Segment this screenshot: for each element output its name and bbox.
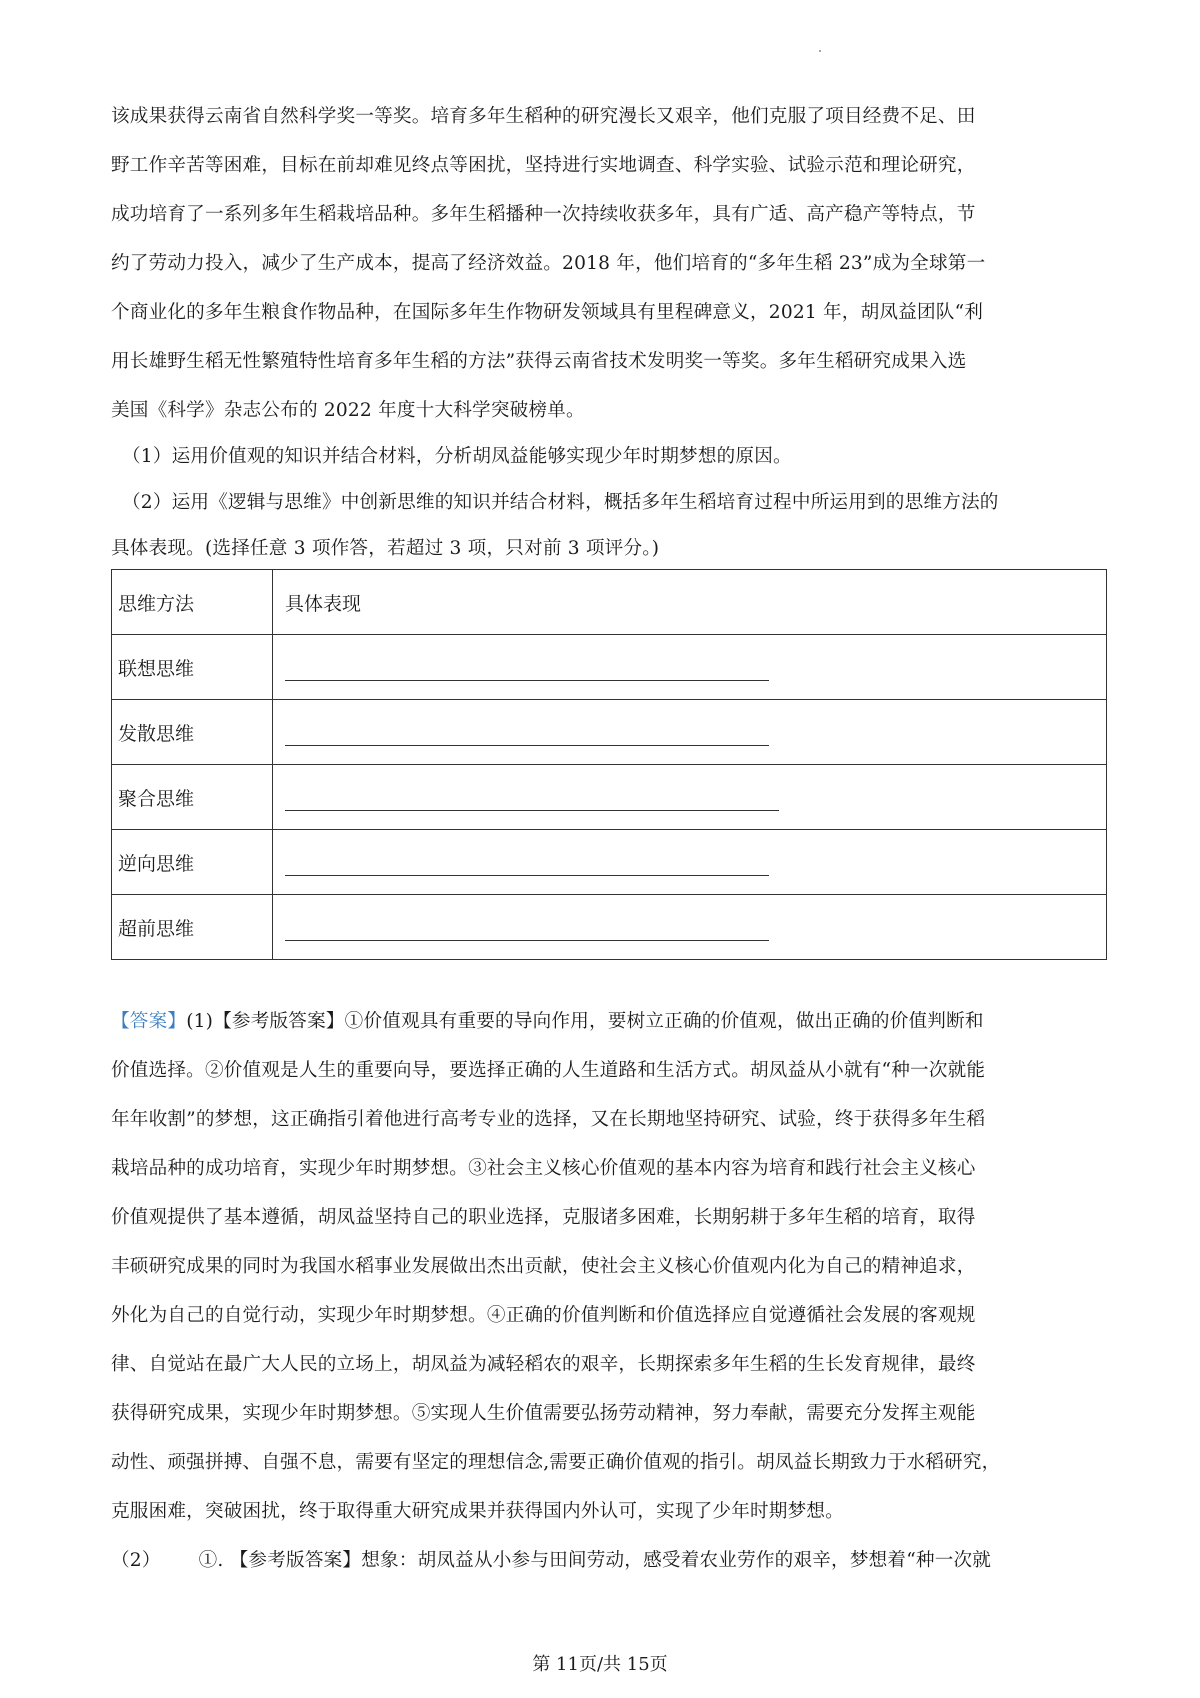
material-line: 用长雄野生稻无性繁殖特性培育多年生稻的方法”获得云南省技术发明奖一等奖。多年生稻研究成果入选: [111, 351, 967, 372]
method-cell: 聚合思维: [112, 765, 273, 830]
answer-line: 获得研究成果，实现少年时期梦想。⑤实现人生价值需要弘扬劳动精神，努力奉献，需要充分发挥主观能: [111, 1403, 976, 1424]
answer-line-1-text: (1)【参考版答案】①价值观具有重要的导向作用，要树立正确的价值观，做出正确的价值判断和: [186, 1011, 984, 1032]
answer-blank-line: [285, 790, 779, 811]
answer-blank-line: [285, 660, 769, 681]
question-1: （1）运用价值观的知识并结合材料，分析胡凤益能够实现少年时期梦想的原因。: [122, 446, 792, 467]
material-line: 成功培育了一系列多年生稻栽培品种。多年生稻播种一次持续收获多年，具有广适、高产稳产等特点，节: [111, 204, 976, 225]
material-line: 个商业化的多年生粮食作物品种，在国际多年生作物研发领域具有里程碑意义，2021 年，胡凤益团队“利: [111, 302, 984, 323]
method-cell: 发散思维: [112, 700, 273, 765]
answer-blank-cell[interactable]: [273, 635, 1107, 700]
thinking-methods-table: [111, 569, 1107, 960]
answer-line: 动性、顽强拼搏、自强不息，需要有坚定的理想信念,需要正确价值观的指引。胡凤益长期致力于水稻研究，: [111, 1452, 1001, 1473]
answer-line: 克服困难，突破困扰，终于取得重大研究成果并获得国内外认可，实现了少年时期梦想。: [111, 1501, 844, 1522]
answer-line: 价值观提供了基本遵循，胡凤益坚持自己的职业选择，克服诸多困难，长期躬耕于多年生稻的培育，取得: [111, 1207, 976, 1228]
material-line: 该成果获得云南省自然科学奖一等奖。培育多年生稻种的研究漫长又艰辛，他们克服了项目经费不足、田: [111, 106, 976, 127]
question-2-line1: （2）运用《逻辑与思维》中创新思维的知识并结合材料，概括多年生稻培育过程中所运用到的思维方法的: [122, 492, 999, 513]
answer-tag: 【答案】: [111, 1011, 187, 1032]
table-row: [112, 765, 1107, 830]
answer-line: 外化为自己的自觉行动，实现少年时期梦想。④正确的价值判断和价值选择应自觉遵循社会发展的客观规: [111, 1305, 976, 1326]
method-cell: 逆向思维: [112, 830, 273, 895]
answer-blank-line: [285, 920, 769, 941]
table-row: [112, 635, 1107, 700]
answer-line-1: [111, 1010, 1101, 1034]
answer-blank-cell[interactable]: [273, 700, 1107, 765]
table-header-row: [112, 570, 1107, 635]
answer-part-2: [111, 1549, 1101, 1573]
method-cell: 联想思维: [112, 635, 273, 700]
table-header-detail: 具体表现: [273, 570, 1107, 635]
material-line: 野工作辛苦等困难，目标在前却难见终点等困扰，坚持进行实地调查、科学实验、试验示范和理论研究，: [111, 155, 976, 176]
table-row: [112, 700, 1107, 765]
answer-part-2-prefix: （2）: [111, 1550, 161, 1571]
answer-blank-cell[interactable]: [273, 830, 1107, 895]
answer-line: 价值选择。②价值观是人生的重要向导，要选择正确的人生道路和生活方式。胡凤益从小就有“种一次就能: [111, 1060, 986, 1081]
answer-blank-cell[interactable]: [273, 895, 1107, 960]
table-row: [112, 895, 1107, 960]
answer-line: 栽培品种的成功培育，实现少年时期梦想。③社会主义核心价值观的基本内容为培育和践行社会主义核心: [111, 1158, 976, 1179]
scan-dot: [819, 50, 821, 52]
material-line: 美国《科学》杂志公布的 2022 年度十大科学突破榜单。: [111, 400, 585, 421]
material-line: 约了劳动力投入，减少了生产成本，提高了经济效益。2018 年，他们培育的“多年生稻 23”成为全球第一: [111, 253, 986, 274]
answer-line: 丰硕研究成果的同时为我国水稻事业发展做出杰出贡献，使社会主义核心价值观内化为自己的精神追求，: [111, 1256, 976, 1277]
answer-blank-line: [285, 725, 769, 746]
question-2-line2: 具体表现。(选择任意 3 项作答，若超过 3 项，只对前 3 项评分。): [111, 538, 660, 559]
answer-line: 律、自觉站在最广大人民的立场上，胡凤益为减轻稻农的艰辛，长期探索多年生稻的生长发育规律，最终: [111, 1354, 976, 1375]
page-footer: 第 11页/共 15页: [532, 1654, 668, 1675]
answer-blank-cell[interactable]: [273, 765, 1107, 830]
method-cell: 超前思维: [112, 895, 273, 960]
answer-part-2-text: ①. 【参考版答案】想象：胡凤益从小参与田间劳动，感受着农业劳作的艰辛，梦想着“种一次就: [198, 1550, 992, 1571]
answer-line: 年年收割”的梦想，这正确指引着他进行高考专业的选择，又在长期地坚持研究、试验，终于获得多年生稻: [111, 1109, 986, 1130]
answer-blank-line: [285, 855, 769, 876]
table-header-method: 思维方法: [112, 570, 273, 635]
table-row: [112, 830, 1107, 895]
